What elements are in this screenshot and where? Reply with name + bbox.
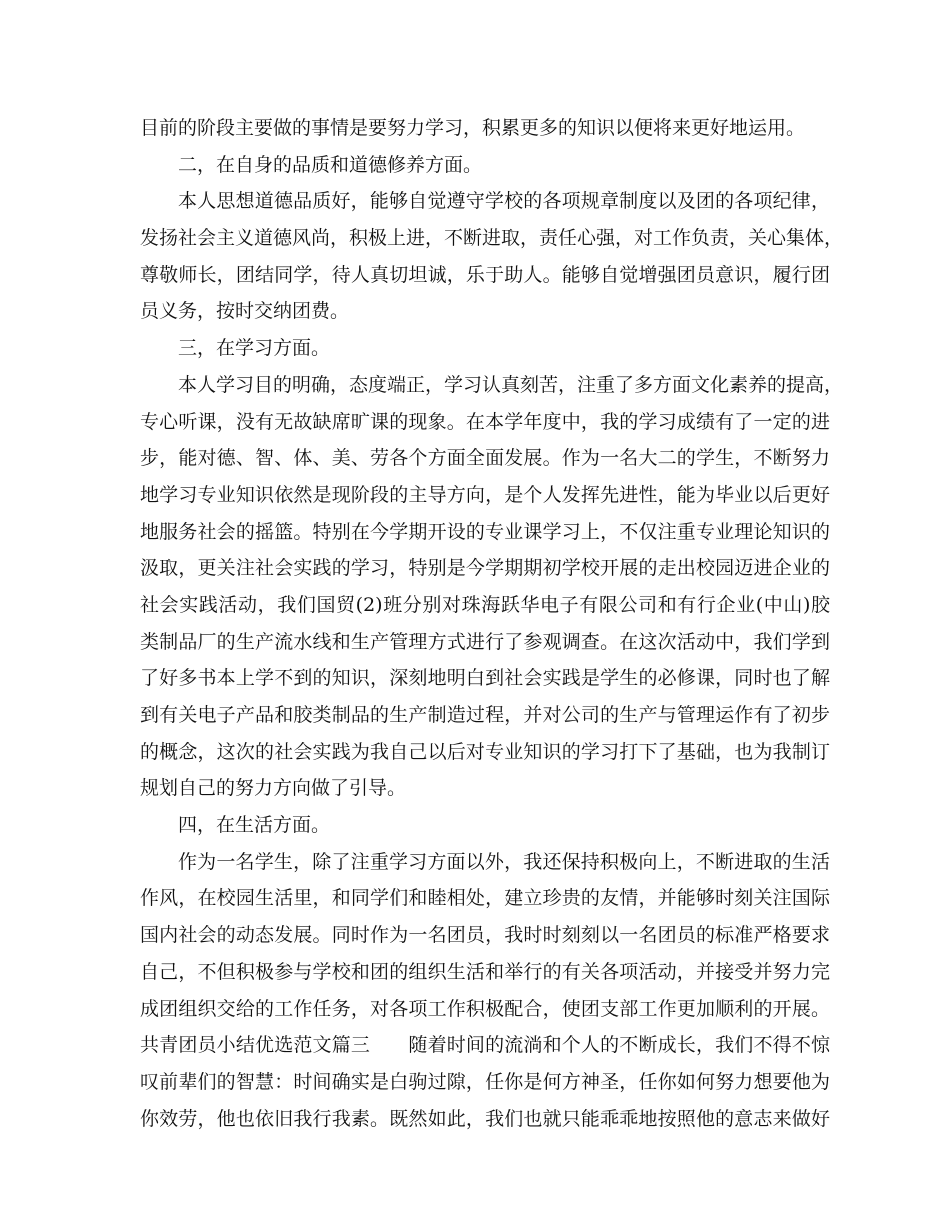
paragraph-first-line: 二，在自身的品质和道德修养方面。 — [178, 153, 483, 176]
text-line: 社会实践活动，我们国贸(2)班分别对珠海跃华电子有限公司和有行企业(中山)胶 — [140, 593, 830, 616]
text-line: 共青团员小结优选范文篇三 随着时间的流淌和个人的不断成长，我们不得不惊 — [140, 1034, 830, 1057]
text-line: 规划自己的努力方向做了引导。 — [140, 777, 407, 800]
text-line: 专心听课，没有无故缺席旷课的现象。在本学年度中，我的学习成绩有了一定的进 — [140, 410, 830, 433]
text-line: 汲取，更关注社会实践的学习，特别是今学期期初学校开展的走出校园迈进企业的 — [140, 557, 830, 580]
text-line: 步，能对德、智、体、美、劳各个方面全面发展。作为一名大二的学生，不断努力 — [140, 447, 830, 470]
text-line: 你效劳，他也依旧我行我素。既然如此，我们也就只能乖乖地按照他的意志来做好 — [140, 1107, 830, 1130]
text-line: 地服务社会的摇篮。特别在今学期开设的专业课学习上，不仅注重专业理论知识的 — [140, 520, 830, 543]
text-line: 成团组织交给的工作任务，对各项工作积极配合，使团支部工作更加顺利的开展。 — [140, 997, 830, 1020]
text-line: 的概念，这次的社会实践为我自己以后对专业知识的学习打下了基础，也为我制订 — [140, 740, 830, 763]
paragraph-first-line: 四，在生活方面。 — [178, 814, 331, 837]
text-line: 国内社会的动态发展。同时作为一名团员，我时时刻刻以一名团员的标准严格要求 — [140, 924, 830, 947]
text-line: 作风，在校园生活里，和同学们和睦相处，建立珍贵的友情，并能够时刻关注国际 — [140, 887, 830, 910]
paragraph-first-line: 作为一名学生，除了注重学习方面以外，我还保持积极向上，不断进取的生活 — [178, 850, 830, 873]
text-line: 尊敬师长，团结同学，待人真切坦诚，乐于助人。能够自觉增强团员意识，履行团 — [140, 263, 830, 286]
text-line: 叹前辈们的智慧：时间确实是白驹过隙，任你是何方神圣，任你如何努力想要他为 — [140, 1070, 830, 1093]
text-line: 员义务，按时交纳团费。 — [140, 300, 350, 323]
text-line: 到有关电子产品和胶类制品的生产制造过程，并对公司的生产与管理运作有了初步 — [140, 704, 830, 726]
paragraph-first-line: 本人思想道德品质好，能够自觉遵守学校的各项规章制度以及团的各项纪律， — [178, 190, 830, 213]
text-line: 类制品厂的生产流水线和生产管理方式进行了参观调查。在这次活动中，我们学到 — [140, 630, 830, 653]
text-line: 地学习专业知识依然是现阶段的主导方向，是个人发挥先进性，能为毕业以后更好 — [140, 483, 830, 506]
text-line: 目前的阶段主要做的事情是要努力学习，积累更多的知识以便将来更好地运用。 — [140, 117, 806, 139]
text-line: 了好多书本上学不到的知识，深刻地明白到社会实践是学生的必修课，同时也了解 — [140, 667, 830, 690]
text-line: 发扬社会主义道德风尚，积极上进，不断进取，责任心强，对工作负责，关心集体， — [140, 227, 844, 250]
paragraph-first-line: 本人学习目的明确，态度端正，学习认真刻苦，注重了多方面文化素养的提高， — [178, 373, 844, 396]
text-line: 自己，不但积极参与学校和团的组织生活和举行的有关各项活动，并接受并努力完 — [140, 960, 830, 983]
paragraph-first-line: 三，在学习方面。 — [178, 337, 331, 360]
document-body — [140, 110, 844, 1137]
